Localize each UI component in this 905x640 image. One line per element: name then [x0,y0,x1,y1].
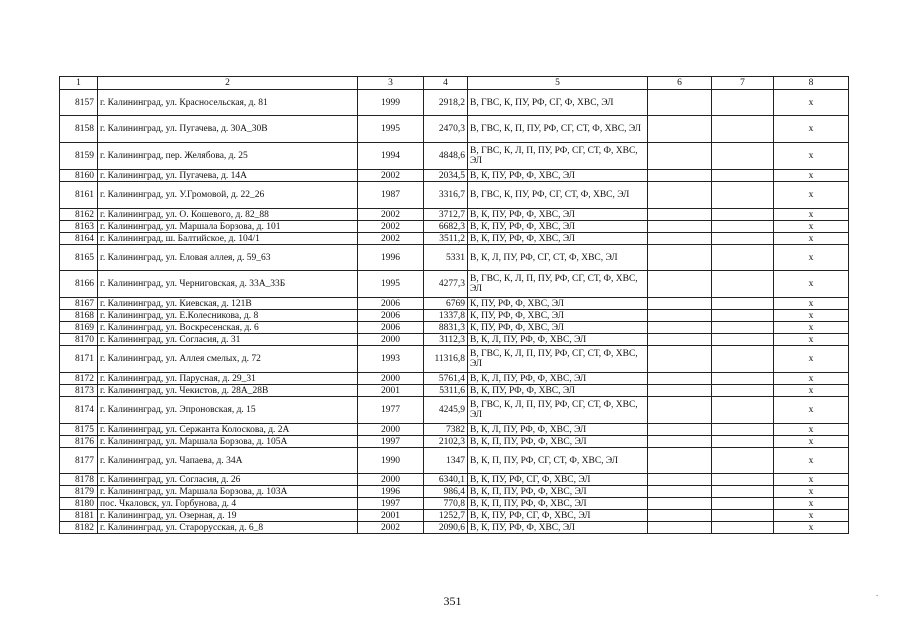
row-number: 8177 [60,448,98,474]
row-col6 [648,397,712,424]
table-row [60,334,849,346]
row-systems: В, К, ПУ, РФ, Ф, ХВС, ЭЛ [468,233,648,245]
row-systems: В, К, П, ПУ, РФ, СГ, СТ, Ф, ХВС, ЭЛ [468,448,648,474]
row-mark: х [774,385,849,397]
row-mark: х [774,90,849,116]
row-systems: В, К, ПУ, РФ, СГ, Ф, ХВС, ЭЛ [468,510,648,522]
row-mark: х [774,474,849,486]
row-col7 [712,498,774,510]
row-systems: В, К, Л, ПУ, РФ, Ф, ХВС, ЭЛ [468,424,648,436]
row-year: 1996 [358,486,424,498]
row-col7 [712,334,774,346]
row-address: г. Калининград, ул. У.Громовой, д. 22_26 [98,182,358,209]
row-area: 4277,3 [424,271,468,298]
row-mark: х [774,209,849,221]
row-systems: В, К, ПУ, РФ, Ф, ХВС, ЭЛ [468,221,648,233]
row-area: 3112,3 [424,334,468,346]
column-header: 7 [712,77,774,90]
row-number: 8179 [60,486,98,498]
row-number: 8163 [60,221,98,233]
row-address: г. Калининград, ул. Маршала Борзова, д. 103А [98,486,358,498]
row-number: 8158 [60,116,98,143]
table-row [60,522,849,534]
row-systems: В, К, Л, ПУ, РФ, Ф, ХВС, ЭЛ [468,373,648,385]
row-address: г. Калининград, ул. Пугачева, д. 14А [98,170,358,182]
row-number: 8170 [60,334,98,346]
table-row [60,373,849,385]
row-col7 [712,233,774,245]
column-header: 1 [60,77,98,90]
row-number: 8157 [60,90,98,116]
row-number: 8162 [60,209,98,221]
row-col7 [712,522,774,534]
row-area: 4245,9 [424,397,468,424]
table-row [60,143,849,170]
row-mark: х [774,322,849,334]
row-number: 8167 [60,298,98,310]
row-mark: х [774,334,849,346]
row-area: 5331 [424,245,468,271]
row-area: 7382 [424,424,468,436]
row-area: 1337,8 [424,310,468,322]
row-number: 8172 [60,373,98,385]
row-systems: В, ГВС, К, Л, П, ПУ, РФ, СГ, СТ, Ф, ХВС, ЭЛ [468,346,648,373]
row-col6 [648,182,712,209]
row-mark: х [774,170,849,182]
row-col6 [648,498,712,510]
row-col6 [648,385,712,397]
row-col7 [712,385,774,397]
row-area: 3712,7 [424,209,468,221]
row-systems: В, ГВС, К, ПУ, РФ, СГ, СТ, Ф, ХВС, ЭЛ [468,182,648,209]
table-row [60,90,849,116]
row-col7 [712,322,774,334]
table-row [60,245,849,271]
row-mark: х [774,424,849,436]
row-year: 1994 [358,143,424,170]
row-mark: х [774,233,849,245]
row-col6 [648,221,712,233]
row-number: 8173 [60,385,98,397]
row-address: г. Калининград, ул. Красносельская, д. 81 [98,90,358,116]
row-col7 [712,373,774,385]
row-area: 8831,3 [424,322,468,334]
row-address: г. Калининград, ш. Балтийское, д. 104/1 [98,233,358,245]
row-col7 [712,245,774,271]
row-number: 8159 [60,143,98,170]
row-address: г. Калининград, ул. Е.Колесникова, д. 8 [98,310,358,322]
row-area: 2102,3 [424,436,468,448]
row-mark: х [774,522,849,534]
row-address: г. Калининград, ул. Чапаева, д. 34А [98,448,358,474]
row-col6 [648,170,712,182]
row-col6 [648,510,712,522]
row-year: 2006 [358,322,424,334]
row-address: г. Калининград, ул. Пугачева, д. 30А_30В [98,116,358,143]
row-area: 4848,6 [424,143,468,170]
row-col6 [648,233,712,245]
table-row [60,385,849,397]
row-systems: В, ГВС, К, Л, П, ПУ, РФ, СГ, СТ, Ф, ХВС, ЭЛ [468,271,648,298]
row-area: 3316,7 [424,182,468,209]
row-mark: х [774,116,849,143]
table-row [60,233,849,245]
row-year: 2000 [358,424,424,436]
table-row [60,271,849,298]
row-address: г. Калининград, ул. Парусная, д. 29_31 [98,373,358,385]
row-systems: В, К, П, ПУ, РФ, Ф, ХВС, ЭЛ [468,486,648,498]
row-number: 8166 [60,271,98,298]
row-number: 8182 [60,522,98,534]
table-row [60,474,849,486]
table-row [60,170,849,182]
row-year: 1997 [358,498,424,510]
row-address: г. Калининград, ул. Озерная, д. 19 [98,510,358,522]
row-year: 1995 [358,271,424,298]
row-mark: х [774,271,849,298]
row-address: г. Калининград, ул. Старорусская, д. 6_8 [98,522,358,534]
row-year: 1999 [358,90,424,116]
row-year: 2006 [358,298,424,310]
table-row [60,510,849,522]
row-area: 2918,2 [424,90,468,116]
row-mark: х [774,182,849,209]
row-area: 3511,2 [424,233,468,245]
row-year: 2000 [358,334,424,346]
row-address: г. Калининград, ул. Маршала Борзова, д. 101 [98,221,358,233]
row-col7 [712,298,774,310]
row-area: 2470,3 [424,116,468,143]
row-col7 [712,182,774,209]
row-year: 2001 [358,385,424,397]
row-mark: х [774,486,849,498]
row-col6 [648,486,712,498]
table-body [60,90,849,534]
row-address: г. Калининград, ул. Эпроновская, д. 15 [98,397,358,424]
row-address: г. Калининград, ул. Сержанта Колоскова, д. 2А [98,424,358,436]
row-year: 2006 [358,310,424,322]
row-mark: х [774,143,849,170]
row-number: 8175 [60,424,98,436]
table-row [60,322,849,334]
row-systems: В, ГВС, К, ПУ, РФ, СГ, Ф, ХВС, ЭЛ [468,90,648,116]
row-col6 [648,90,712,116]
row-col6 [648,143,712,170]
row-address: г. Калининград, ул. Киевская, д. 121В [98,298,358,310]
scan-speck: . [876,588,879,598]
row-address: г. Калининград, ул. Черниговская, д. 33А_33Б [98,271,358,298]
row-year: 2002 [358,221,424,233]
table-row [60,221,849,233]
row-col7 [712,170,774,182]
row-col6 [648,474,712,486]
row-year: 2002 [358,522,424,534]
row-systems: В, ГВС, К, Л, П, ПУ, РФ, СГ, СТ, Ф, ХВС, ЭЛ [468,143,648,170]
table-row [60,182,849,209]
housing-register-table [59,76,849,534]
table-row [60,486,849,498]
row-address: г. Калининград, ул. Согласия, д. 31 [98,334,358,346]
row-mark: х [774,373,849,385]
row-year: 2002 [358,233,424,245]
row-systems: В, К, ПУ, РФ, Ф, ХВС, ЭЛ [468,170,648,182]
row-systems: В, ГВС, К, П, ПУ, РФ, СГ, СТ, Ф, ХВС, ЭЛ [468,116,648,143]
row-col7 [712,143,774,170]
row-systems: В, К, ПУ, РФ, Ф, ХВС, ЭЛ [468,385,648,397]
row-area: 6340,1 [424,474,468,486]
row-address: г. Калининград, ул. О. Кошевого, д. 82_88 [98,209,358,221]
row-col6 [648,522,712,534]
row-number: 8164 [60,233,98,245]
row-area: 6682,3 [424,221,468,233]
row-area: 5311,6 [424,385,468,397]
row-area: 1252,7 [424,510,468,522]
row-col6 [648,436,712,448]
row-systems: К, ПУ, РФ, Ф, ХВС, ЭЛ [468,298,648,310]
row-number: 8176 [60,436,98,448]
column-header: 3 [358,77,424,90]
column-header: 6 [648,77,712,90]
row-col6 [648,346,712,373]
column-header: 2 [98,77,358,90]
column-header: 8 [774,77,849,90]
row-mark: х [774,346,849,373]
row-year: 2002 [358,170,424,182]
row-systems: В, К, П, ПУ, РФ, Ф, ХВС, ЭЛ [468,436,648,448]
row-number: 8168 [60,310,98,322]
row-col6 [648,271,712,298]
row-year: 1977 [358,397,424,424]
row-area: 986,4 [424,486,468,498]
row-mark: х [774,397,849,424]
column-header: 5 [468,77,648,90]
row-col7 [712,474,774,486]
row-number: 8178 [60,474,98,486]
row-number: 8165 [60,245,98,271]
row-col7 [712,510,774,522]
row-mark: х [774,448,849,474]
row-mark: х [774,436,849,448]
row-col7 [712,221,774,233]
row-col6 [648,448,712,474]
row-year: 2001 [358,510,424,522]
row-address: г. Калининград, ул. Воскресенская, д. 6 [98,322,358,334]
row-number: 8181 [60,510,98,522]
row-year: 1995 [358,116,424,143]
row-number: 8180 [60,498,98,510]
row-number: 8161 [60,182,98,209]
table-row [60,498,849,510]
row-col6 [648,298,712,310]
table-header-row [60,77,849,90]
row-systems: В, ГВС, К, Л, П, ПУ, РФ, СГ, СТ, Ф, ХВС, ЭЛ [468,397,648,424]
row-col7 [712,209,774,221]
row-col6 [648,209,712,221]
row-area: 1347 [424,448,468,474]
table-row [60,310,849,322]
table-row [60,436,849,448]
row-year: 1996 [358,245,424,271]
row-number: 8160 [60,170,98,182]
row-col7 [712,310,774,322]
row-systems: В, К, ПУ, РФ, Ф, ХВС, ЭЛ [468,522,648,534]
row-address: г. Калининград, пер. Желябова, д. 25 [98,143,358,170]
table-row [60,298,849,310]
row-address: пос. Чкаловск, ул. Горбунова, д. 4 [98,498,358,510]
row-area: 11316,8 [424,346,468,373]
row-address: г. Калининград, ул. Согласия, д. 26 [98,474,358,486]
row-number: 8171 [60,346,98,373]
row-systems: В, К, П, ПУ, РФ, Ф, ХВС, ЭЛ [468,498,648,510]
row-area: 2090,6 [424,522,468,534]
row-number: 8174 [60,397,98,424]
row-col6 [648,373,712,385]
row-col6 [648,322,712,334]
page-number: 351 [443,594,462,608]
row-col7 [712,448,774,474]
row-year: 1990 [358,448,424,474]
row-year: 1993 [358,346,424,373]
table-row [60,346,849,373]
row-mark: х [774,498,849,510]
column-header: 4 [424,77,468,90]
table-row [60,209,849,221]
row-year: 1997 [358,436,424,448]
row-systems: В, К, Л, ПУ, РФ, Ф, ХВС, ЭЛ [468,334,648,346]
row-year: 2002 [358,209,424,221]
row-systems: В, К, ПУ, РФ, Ф, ХВС, ЭЛ [468,209,648,221]
row-year: 2000 [358,474,424,486]
row-col6 [648,245,712,271]
row-address: г. Калининград, ул. Чекистов, д. 28А_28В [98,385,358,397]
table-row [60,424,849,436]
table-row [60,116,849,143]
row-mark: х [774,310,849,322]
row-systems: К, ПУ, РФ, Ф, ХВС, ЭЛ [468,322,648,334]
row-systems: В, К, ПУ, РФ, СГ, Ф, ХВС, ЭЛ [468,474,648,486]
row-col7 [712,346,774,373]
row-mark: х [774,245,849,271]
row-area: 6769 [424,298,468,310]
row-col7 [712,486,774,498]
row-area: 5761,4 [424,373,468,385]
row-address: г. Калининград, ул. Маршала Борзова, д. 105А [98,436,358,448]
row-col6 [648,334,712,346]
table-row [60,448,849,474]
row-number: 8169 [60,322,98,334]
row-col7 [712,424,774,436]
row-col7 [712,90,774,116]
row-address: г. Калининград, ул. Еловая аллея, д. 59_63 [98,245,358,271]
row-mark: х [774,221,849,233]
row-area: 2034,5 [424,170,468,182]
row-systems: К, ПУ, РФ, Ф, ХВС, ЭЛ [468,310,648,322]
row-col7 [712,397,774,424]
row-col6 [648,310,712,322]
row-col6 [648,424,712,436]
row-area: 770,8 [424,498,468,510]
row-col6 [648,116,712,143]
row-col7 [712,271,774,298]
row-year: 1987 [358,182,424,209]
row-address: г. Калининград, ул. Аллея смелых, д. 72 [98,346,358,373]
row-year: 2000 [358,373,424,385]
row-mark: х [774,298,849,310]
row-systems: В, К, Л, ПУ, РФ, СГ, СТ, Ф, ХВС, ЭЛ [468,245,648,271]
row-col7 [712,116,774,143]
row-mark: х [774,510,849,522]
table-row [60,397,849,424]
row-col7 [712,436,774,448]
